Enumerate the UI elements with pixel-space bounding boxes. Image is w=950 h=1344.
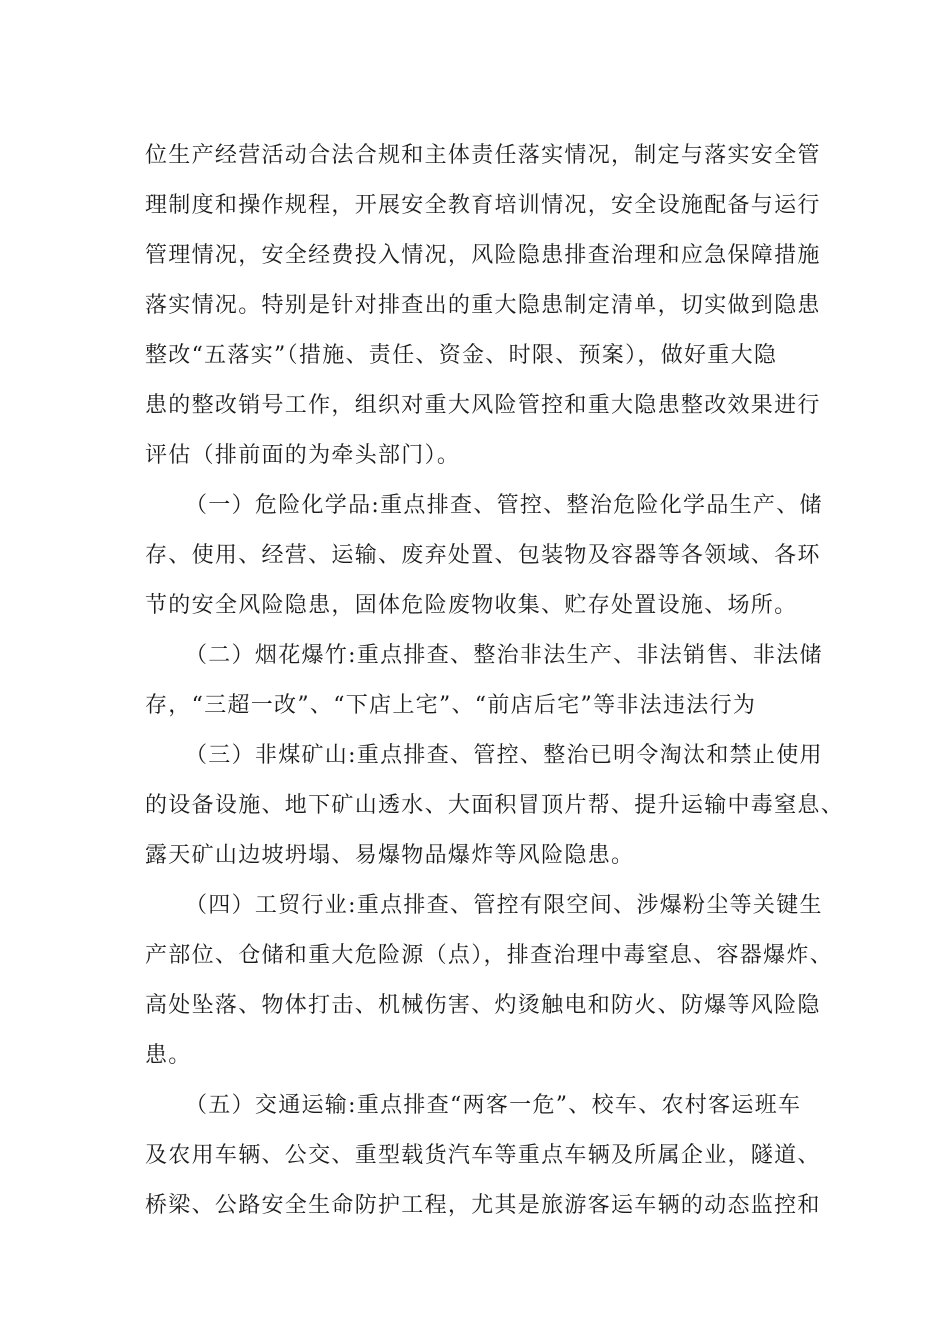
paragraph-heading-line: （一）危险化学品:重点排查、管控、整治危险化学品生产、储 xyxy=(185,493,823,518)
document-body xyxy=(145,131,845,1231)
paragraph-heading-line: （四）工贸行业:重点排查、管控有限空间、涉爆粉尘等关键生 xyxy=(185,893,823,918)
text-line: 高处坠落、物体打击、机械伤害、灼烫触电和防火、防爆等风险隐 xyxy=(145,993,821,1018)
text-line: 患的整改销号工作，组织对重大风险管控和重大隐患整改效果进行 xyxy=(145,393,821,418)
text-line: 整改“五落实”（措施、责任、资金、时限、预案），做好重大隐 xyxy=(145,343,778,368)
text-line: 落实情况。特别是针对排查出的重大隐患制定清单，切实做到隐患 xyxy=(145,293,821,318)
text-line: 位生产经营活动合法合规和主体责任落实情况，制定与落实安全管 xyxy=(145,143,821,168)
paragraph-heading-line: （五）交通运输:重点排查“两客一危”、校车、农村客运班车 xyxy=(185,1093,802,1118)
text-line: 及农用车辆、公交、重型载货汽车等重点车辆及所属企业，隧道、 xyxy=(145,1143,821,1168)
text-line: 存、使用、经营、运输、废弃处置、包装物及容器等各领域、各环 xyxy=(145,543,821,568)
text-line: 的设备设施、地下矿山透水、大面积冒顶片帮、提升运输中毒窒息、 xyxy=(145,793,845,818)
text-line: 理制度和操作规程，开展安全教育培训情况，安全设施配备与运行 xyxy=(145,193,821,218)
paragraph-heading-line: （二）烟花爆竹:重点排查、整治非法生产、非法销售、非法储 xyxy=(185,643,823,668)
text-line: 桥梁、公路安全生命防护工程，尤其是旅游客运车辆的动态监控和 xyxy=(145,1193,821,1218)
text-line: 患。 xyxy=(145,1043,192,1068)
text-line: 露天矿山边坡坍塌、易爆物品爆炸等风险隐患。 xyxy=(145,843,635,868)
paragraph-heading-line: （三）非煤矿山:重点排查、管控、整治已明令淘汰和禁止使用 xyxy=(185,743,823,768)
text-line: 存，“三超一改”、“下店上宅”、“前店后宅”等非法违法行为 xyxy=(145,693,757,718)
text-line: 节的安全风险隐患，固体危险废物收集、贮存处置设施、场所。 xyxy=(145,593,798,618)
text-line: 产部位、仓储和重大危险源（点），排查治理中毒窒息、容器爆炸、 xyxy=(145,943,834,968)
text-line: 评估（排前面的为牵头部门）。 xyxy=(145,443,461,468)
text-line: 管理情况，安全经费投入情况，风险隐患排查治理和应急保障措施 xyxy=(145,243,821,268)
